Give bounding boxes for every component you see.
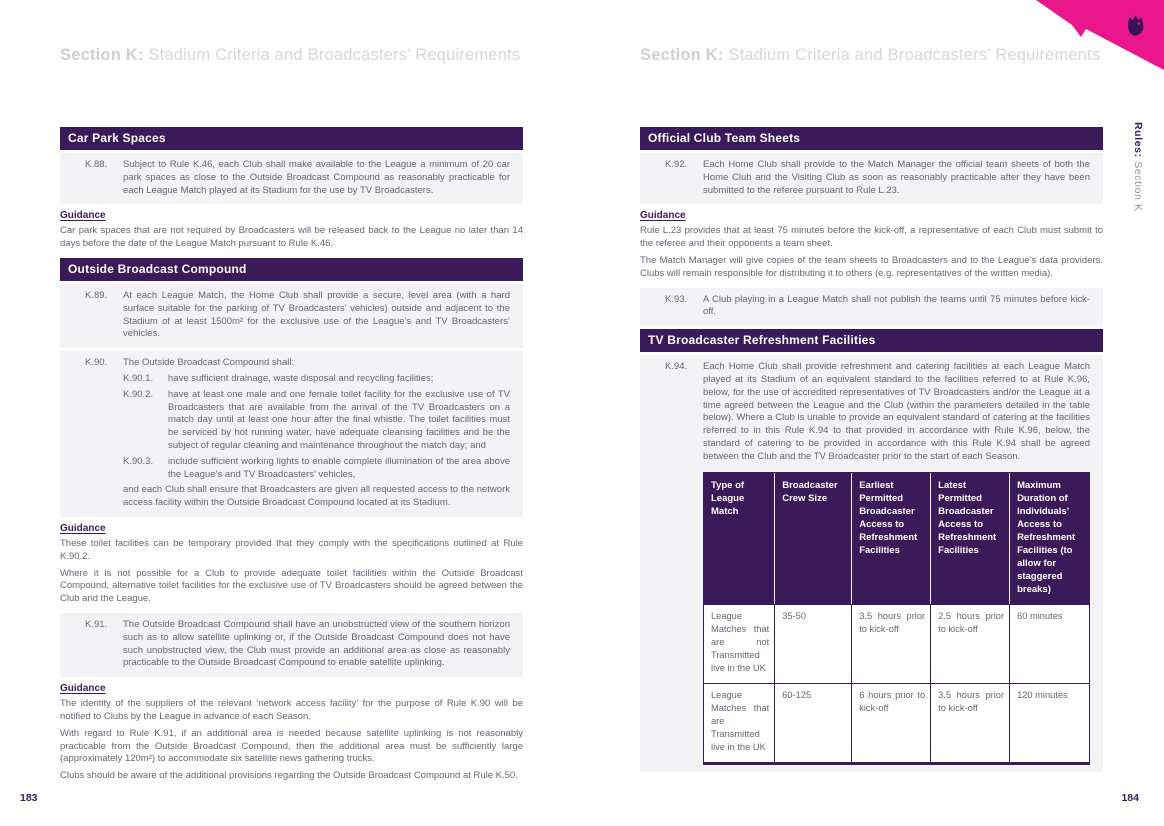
table-header-cell: Latest Permitted Broadcaster Access to Refreshment Facilities	[931, 473, 1010, 604]
rule-k89	[60, 284, 523, 348]
right-page-header-title: Stadium Criteria and Broadcasters’ Requirements	[728, 46, 1101, 64]
rule-k90	[60, 351, 523, 517]
rule-k90-3	[123, 456, 510, 482]
premier-league-lion-logo	[1122, 12, 1149, 38]
side-tab-bold-label: Rules:	[1132, 122, 1144, 158]
table-row	[704, 604, 1089, 683]
left-page-header-title: Stadium Criteria and Broadcasters’ Requirements	[148, 46, 521, 64]
table-header-cell: Maximum Duration of Individuals’ Access to Refreshment Facilities (to allow for staggered breaks)	[1010, 473, 1089, 604]
table-header-cell: Broadcaster Crew Size	[775, 473, 852, 604]
rule-k94-body	[703, 361, 1090, 764]
guidance-heading: Guidance	[640, 210, 686, 222]
guidance-heading: Guidance	[60, 210, 106, 222]
rule-k94	[640, 355, 1103, 771]
rule-k93-text: A Club playing in a League Match shall not publish the teams until 75 minutes before kick-off.	[703, 293, 1090, 318]
rule-k88-text: Subject to Rule K.46, each Club shall make available to the League a minimum of 20 car park spaces as close to the Outside Broadcast Compound as reasonably practicable for each League Match played at its Stadium for the use by TV Broadcasters.	[123, 159, 510, 196]
right-page-number: 184	[1121, 792, 1139, 804]
guidance-paragraph: Rule L.23 provides that at least 75 minutes before the kick-off, a representative of each Club must submit to the referee and their opponents a team sheet.	[640, 225, 1103, 250]
guidance-heading: Guidance	[60, 522, 106, 534]
rule-k90-body	[123, 357, 510, 510]
rule-k91-text: The Outside Broadcast Compound shall have an unobstructed view of the southern horizon such as to allow satellite uplinking or, if the Outside Broadcast Compound does not have such unobstructed view, the Club must provide an additional area as close as reasonably practicable to the Outside Broadcast Compound to enable satellite uplinking.	[123, 618, 510, 669]
table-cell: 6 hours prior to kick-off	[852, 683, 931, 762]
refreshment-facilities-table-wrap	[703, 472, 1090, 765]
left-page-number: 183	[20, 792, 38, 804]
rule-k94-number: K.94.	[665, 361, 688, 373]
guidance-paragraph: Car park spaces that are not required by Broadcasters will be released back to the League no later than 14 days before the date of the League Match pursuant to Rule K.46.	[60, 225, 523, 250]
table-cell: 3.5 hours prior to kick-off	[852, 604, 931, 683]
table-cell: 120 minutes	[1010, 683, 1089, 762]
rule-k90-3-text: include sufficient working lights to enable complete illumination of the area above the League’s and TV Broadcasters’ vehicles,	[168, 455, 510, 480]
table-row	[704, 683, 1089, 762]
rule-k90-1-text: have sufficient drainage, waste disposal and recycling facilities;	[168, 372, 434, 384]
left-page-header-section: Section K:	[60, 46, 144, 64]
rule-k90-2-number: K.90.2.	[123, 388, 154, 400]
table-cell: League Matches that are not Transmitted live in the UK	[704, 604, 775, 683]
rule-k90-2	[123, 389, 510, 453]
guidance-paragraph: The Match Manager will give copies of the team sheets to Broadcasters and to the League’s data providers. Clubs will remain responsible for distributing it to others (e.g. representatives of the written media).	[640, 254, 1103, 279]
table-cell: 2.5 hours prior to kick-off	[931, 604, 1010, 683]
right-page-header	[640, 46, 1100, 65]
table-cell: League Matches that are Transmitted live in the UK	[704, 683, 775, 762]
rule-k90-1	[123, 373, 510, 386]
table-cell: 35-50	[775, 604, 852, 683]
guidance-paragraph: These toilet facilities can be temporary provided that they comply with the specifications outlined at Rule K.90.2.	[60, 537, 523, 562]
rule-k89-number: K.89.	[85, 289, 108, 301]
left-page-header	[60, 46, 520, 65]
rule-k93	[640, 288, 1103, 327]
rule-k90-3-number: K.90.3.	[123, 455, 154, 467]
rule-k90-1-number: K.90.1.	[123, 372, 154, 384]
guidance-paragraph: Where it is not possible for a Club to provide adequate toilet facilities within the Outside Broadcast Compound, alternative toilet facilities for the exclusive use of TV Broadcasters should be agreed between the Club and the League.	[60, 567, 523, 605]
table-header-cell: Earliest Permitted Broadcaster Access to Refreshment Facilities	[852, 473, 931, 604]
rule-k88-number: K.88.	[85, 159, 108, 170]
right-page-content	[640, 127, 1103, 772]
section-bar-car-park-spaces: Car Park Spaces	[60, 127, 523, 150]
refreshment-facilities-table	[703, 472, 1090, 765]
section-bar-official-club-team-sheets: Official Club Team Sheets	[640, 127, 1103, 150]
rule-k91-number: K.91.	[85, 618, 108, 630]
rule-k90-intro: The Outside Broadcast Compound shall:	[123, 357, 295, 369]
table-header-cell: Type of League Match	[704, 473, 775, 604]
table-cell: 60 minutes	[1010, 604, 1089, 683]
side-tab-rules-section	[1132, 122, 1144, 212]
guidance-heading: Guidance	[60, 683, 106, 695]
rule-k94-text: Each Home Club shall provide refreshment and catering facilities at each League Match played at its Stadium of an equivalent standard to the facilities referred to at Rule K.96, below, for the use of accredited representatives of TV Broadcasters and/or the League at a time agreed between the League and the Club (within the parameters detailed in the table below). Where a Club is unable to provide an equivalent standard of catering at the facilities referred to in this Rule K.94 to that provided in accordance with Rule K.96, below, the standard of catering to be provided in accordance with this Rule K.94 shall be agreed between the Club and the TV Broadcaster prior to the start of each Season.	[703, 361, 1090, 462]
rule-k92-number: K.92.	[665, 159, 688, 170]
section-bar-tv-broadcaster-refreshment-facilities: TV Broadcaster Refreshment Facilities	[640, 329, 1103, 352]
rule-k90-number: K.90.	[85, 357, 108, 369]
table-header-row	[704, 473, 1089, 604]
rule-k93-number: K.93.	[665, 293, 688, 305]
section-bar-outside-broadcast-compound: Outside Broadcast Compound	[60, 258, 523, 281]
left-page-content	[60, 127, 523, 783]
guidance-paragraph: The identity of the suppliers of the relevant ‘network access facility’ for the purpose of Rule K.90 will be notified to Clubs by the League in advance of each Season.	[60, 698, 523, 722]
side-tab-section-label: Section K	[1132, 161, 1144, 212]
rule-k89-text: At each League Match, the Home Club shall provide a secure, level area (with a hard surface suitable for the parking of TV Broadcasters’ vehicles) outside and adjacent to the Stadium of at least 1500m² for the exclusive use of the League’s and TV Broadcasters’ vehicles.	[123, 289, 510, 340]
rule-k90-2-text: have at least one male and one female toilet facility for the exclusive use of TV Broadcasters that are available from the arrival of the TV Broadcasters on a match day until at least one hour after the final whistle. The toilet facilities must be serviced by hot running water, have adequate cleansing facilities and be the subject of regular cleaning and maintenance throughout the match day; and	[168, 388, 510, 451]
rule-k91	[60, 613, 523, 677]
table-cell: 60-125	[775, 683, 852, 762]
rule-k90-closing: and each Club shall ensure that Broadcasters are given all requested access to the network access facility within the Outside Broadcast Compound located at its Stadium.	[123, 484, 510, 509]
table-cell: 3.5 hours prior to kick-off	[931, 683, 1010, 762]
rule-k92	[640, 153, 1103, 204]
guidance-paragraph: With regard to Rule K.91, if an additional area is needed because satellite uplinking is not reasonably practicable from the Outside Broadcast Compound, then the additional area must be sufficiently large (approximately 120m²) to accommodate six satellite news gathering trucks.	[60, 727, 523, 765]
right-page-header-section: Section K:	[640, 46, 724, 64]
guidance-paragraph: Clubs should be aware of the additional provisions regarding the Outside Broadcast Compound at Rule K.50.	[60, 770, 518, 782]
rule-k92-text: Each Home Club shall provide to the Match Manager the official team sheets of both the Home Club and the Visiting Club as soon as reasonably practicable after they have been submitted to the referee pursuant to Rule L.23.	[703, 159, 1090, 196]
rule-k88	[60, 153, 523, 204]
